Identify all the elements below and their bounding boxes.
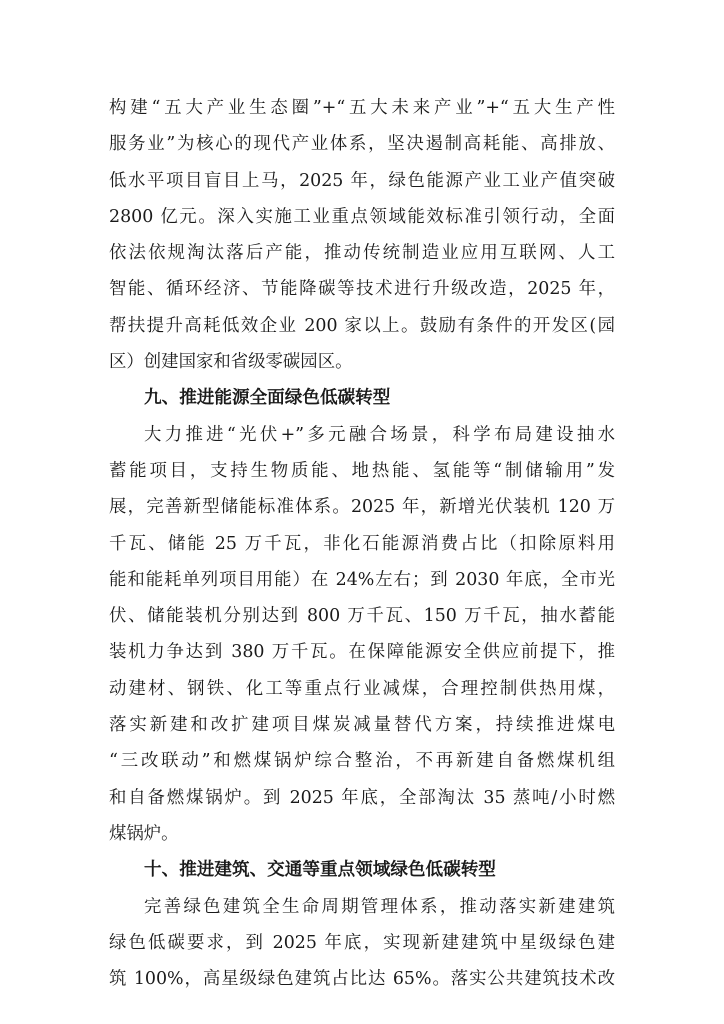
paragraph-line: 区）创建国家和省级零碳园区。 — [109, 352, 353, 373]
paragraph-line: 完善绿色建筑全生命周期管理体系，推动落实新建建筑 — [144, 896, 615, 917]
paragraph-line: 服务业”为核心的现代产业体系，坚决遏制高耗能、高排放、 — [109, 134, 615, 155]
paragraph-line: 蓄能项目，支持生物质能、地热能、氢能等“制储输用”发 — [109, 460, 615, 481]
paragraph-line: 装机力争达到 380 万千瓦。在保障能源安全供应前提下，推 — [109, 642, 615, 663]
paragraph-line: 低水平项目盲目上马，2025 年，绿色能源产业工业产值突破 — [109, 170, 615, 191]
paragraph-line: 绿色低碳要求，到 2025 年底，实现新建建筑中星级绿色建 — [109, 932, 615, 953]
paragraph-line: 煤锅炉。 — [109, 823, 179, 844]
paragraph-line: 帮扶提升高耗低效企业 200 家以上。鼓励有条件的开发区(园 — [109, 315, 615, 336]
paragraph-line: 千瓦、储能 25 万千瓦，非化石能源消费占比（扣除原料用 — [109, 533, 615, 554]
paragraph-line: 智能、循环经济、节能降碳等技术进行升级改造，2025 年， — [109, 279, 615, 300]
paragraph-line: 依法依规淘汰落后产能，推动传统制造业应用互联网、人工 — [109, 243, 615, 264]
paragraph-line: 构建“五大产业生态圈”+“五大未来产业”+“五大生产性 — [109, 98, 615, 118]
paragraph-line: 和自备燃煤锅炉。到 2025 年底，全部淘汰 35 蒸吨/小时燃 — [109, 787, 615, 808]
paragraph-line: 伏、储能装机分别达到 800 万千瓦、150 万千瓦，抽水蓄能 — [109, 606, 615, 627]
paragraph-line: 动建材、钢铁、化工等重点行业减煤，合理控制供热用煤， — [109, 678, 615, 699]
document-page — [109, 90, 615, 997]
paragraph-line: 2800 亿元。深入实施工业重点领域能效标准引领行动，全面 — [109, 206, 615, 227]
paragraph-line: 能和能耗单列项目用能）在 24%左右；到 2030 年底，全市光 — [109, 569, 615, 590]
paragraph-line: 展，完善新型储能标准体系。2025 年，新增光伏装机 120 万 — [109, 497, 615, 518]
paragraph-line: 大力推进“光伏+”多元融合场景，科学布局建设抽水 — [144, 424, 615, 445]
section-heading-9: 九、推进能源全面绿色低碳转型 — [144, 388, 391, 409]
paragraph-line: 落实新建和改扩建项目煤炭减量替代方案，持续推进煤电 — [109, 715, 615, 736]
paragraph-line: “三改联动”和燃煤锅炉综合整治，不再新建自备燃煤机组 — [109, 751, 615, 772]
section-heading-10: 十、推进建筑、交通等重点领域绿色低碳转型 — [144, 860, 496, 881]
paragraph-line: 筑 100%，高星级绿色建筑占比达 65%。落实公共建筑技术改 — [109, 969, 615, 990]
